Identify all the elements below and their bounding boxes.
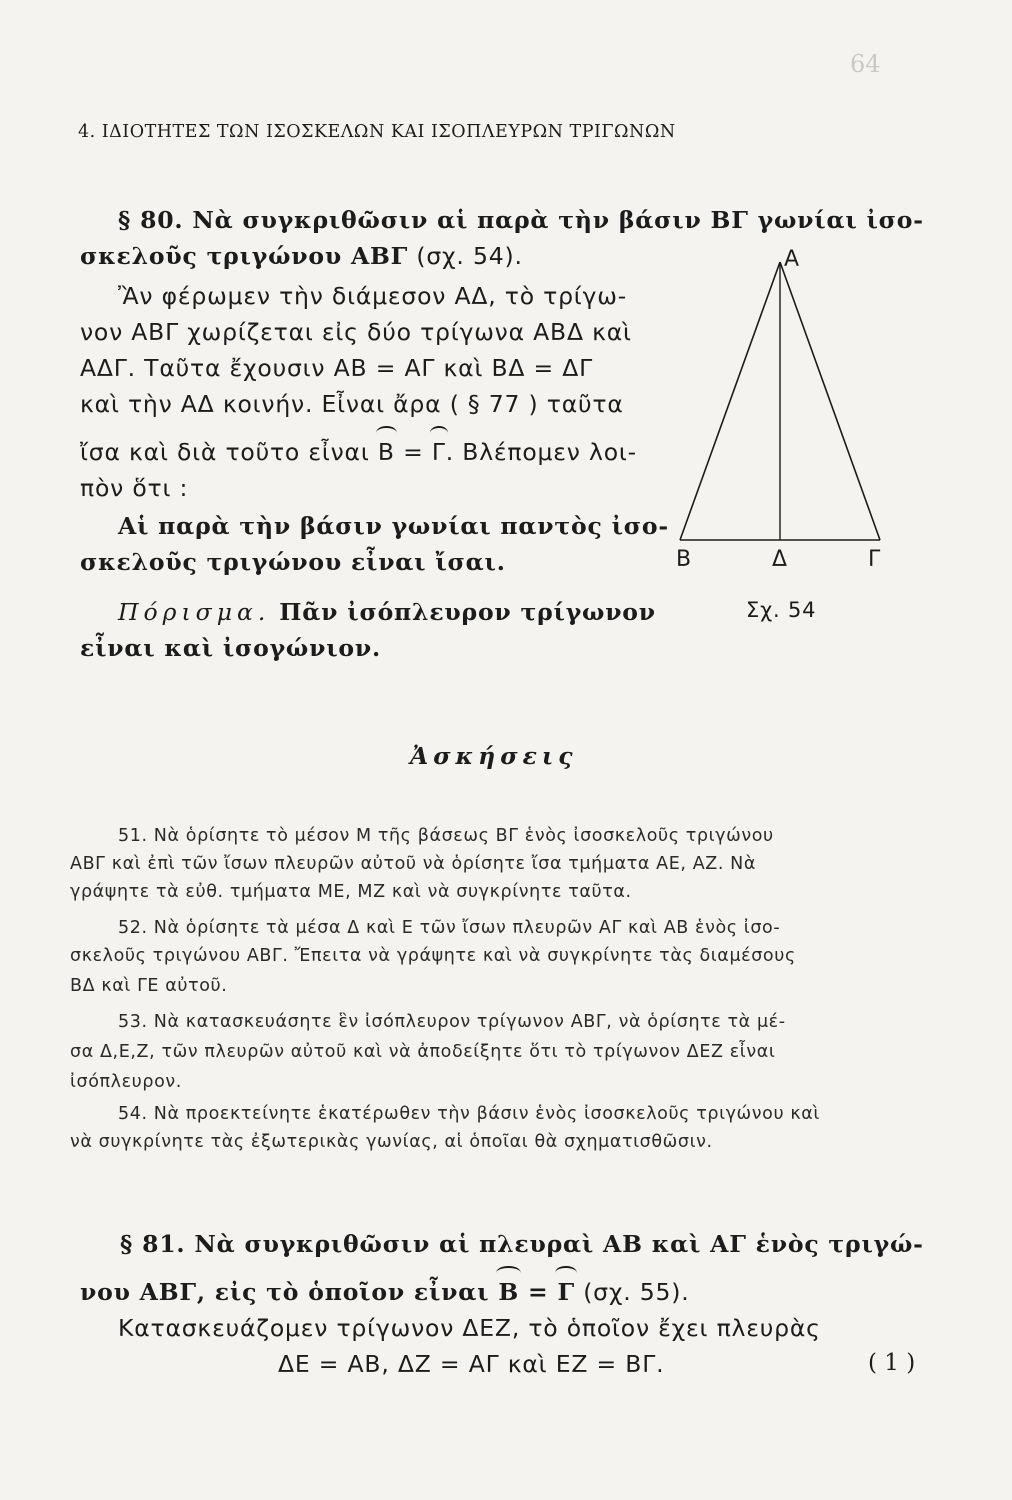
exercise-51-line1: 51. Νὰ ὁρίσητε τὸ μέσον Μ τῆς βάσεως ΒΓ ἑνὸς ἰσοσκελοῦς τριγώνου — [118, 826, 774, 846]
angle-b: Β — [377, 438, 395, 466]
label-d: Δ — [772, 547, 788, 572]
s81-title-line1: § 81. Νὰ συγκριθῶσιν αἱ πλευραὶ ΑΒ καὶ ΑΓ ἑνὸς τριγώ- — [120, 1230, 924, 1258]
porisma-line2: εἶναι καὶ ἰσογώνιον. — [80, 634, 381, 662]
s80-title-line1: § 80. Νὰ συγκριθῶσιν αἱ παρὰ τὴν βάσιν ΒΓ γωνίαι ἰσο- — [118, 206, 924, 234]
exercise-52-line3: ΒΔ καὶ ΓΕ αὐτοῦ. — [70, 976, 228, 996]
exercise-53-line2: σα Δ,Ε,Ζ, τῶν πλευρῶν αὐτοῦ καὶ νὰ ἀποδείξητε ὅτι τὸ τρίγωνον ΔΕΖ εἶναι — [70, 1042, 776, 1062]
section-heading: 4. ΙΔΙΟΤΗΤΕΣ ΤΩΝ ΙΣΟΣΚΕΛΩΝ ΚΑΙ ΙΣΟΠΛΕΥΡΩΝ ΤΡΙΓΩΝΩΝ — [78, 122, 676, 142]
exercise-51-line2: ΑΒΓ καὶ ἐπὶ τῶν ἴσων πλευρῶν αὐτοῦ νὰ ὁρίσητε ἴσα τμήματα ΑΕ, ΑΖ. Νὰ — [70, 854, 757, 874]
s80-proof-line3: ΑΔΓ. Ταῦτα ἔχουσιν ΑΒ = ΑΓ καὶ ΒΔ = ΔΓ — [80, 354, 594, 382]
figure-caption: Σχ. 54 — [746, 598, 817, 622]
s81-text-line1: Κατασκευάζομεν τρίγωνον ΔΕΖ, τὸ ὁποῖον ἔχει πλευρὰς — [118, 1314, 821, 1342]
s80-proof-line5-post: . Βλέπομεν λοι- — [445, 438, 637, 466]
s80-proof-line6: πὸν ὅτι : — [80, 474, 189, 502]
s80-rule-line2: σκελοῦς τριγώνου εἶναι ἴσαι. — [80, 548, 506, 576]
s80-title-line2 — [80, 242, 523, 270]
porisma-line1 — [118, 598, 656, 626]
page-number: 64 — [850, 50, 881, 78]
s80-proof-line5 — [80, 438, 637, 466]
exercises-title: Ἀσκήσεις — [410, 742, 578, 770]
side-ab — [680, 262, 780, 540]
s81-title-line2-pre: νου ΑΒΓ, εἰς τὸ ὁποῖον εἶναι — [80, 1278, 499, 1306]
s80-rule-line1: Αἱ παρὰ τὴν βάσιν γωνίαι παντὸς ἰσο- — [118, 512, 669, 540]
equation-number: ( 1 ) — [868, 1350, 916, 1376]
angle-g: Γ — [431, 438, 446, 466]
exercise-53-line3: ἰσόπλευρον. — [70, 1072, 182, 1092]
s80-title-bold: σκελοῦς τριγώνου ΑΒΓ — [80, 242, 409, 270]
figure-54-triangle — [668, 240, 898, 640]
s80-proof-line5-pre: ἴσα καὶ διὰ τοῦτο εἶναι — [80, 438, 378, 466]
exercise-51-line3: γράψητε τὰ εὐθ. τμήματα ΜΕ, ΜΖ καὶ νὰ συγκρίνητε ταῦτα. — [70, 882, 632, 902]
porisma-label: Πόρισμα. — [118, 598, 271, 626]
s80-proof-line2: νον ΑΒΓ χωρίζεται εἰς δύο τρίγωνα ΑΒΔ καὶ — [80, 318, 632, 346]
s81-title-ref: (σχ. 55). — [574, 1278, 690, 1306]
s81-text-line2: ΔΕ = ΑΒ, ΔΖ = ΑΓ καὶ ΕΖ = ΒΓ. — [278, 1350, 665, 1378]
s81-title-line2 — [80, 1278, 690, 1306]
s80-title-ref: (σχ. 54). — [408, 242, 523, 270]
s81-angle-b: Β — [498, 1278, 519, 1306]
s80-proof-line4: καὶ τὴν ΑΔ κοινήν. Εἶναι ἄρα ( § 77 ) ταῦτα — [80, 390, 624, 418]
porisma-text1: Πᾶν ἰσόπλευρον τρίγωνον — [270, 598, 656, 626]
label-b: Β — [676, 547, 692, 572]
exercise-54-line1: 54. Νὰ προεκτείνητε ἑκατέρωθεν τὴν βάσιν ἑνὸς ἰσοσκελοῦς τριγώνου καὶ — [118, 1104, 820, 1124]
side-ag — [780, 262, 880, 540]
exercise-52-line2: σκελοῦς τριγώνου ΑΒΓ. Ἔπειτα νὰ γράψητε καὶ νὰ συγκρίνητε τὰς διαμέσους — [70, 946, 796, 966]
exercise-54-line2: νὰ συγκρίνητε τὰς ἐξωτερικὰς γωνίας, αἱ ὁποῖαι θὰ σχηματισθῶσιν. — [70, 1132, 713, 1152]
s81-equals-sign: = — [518, 1278, 558, 1306]
equals-sign: = — [394, 438, 432, 466]
exercise-53-line1: 53. Νὰ κατασκευάσητε ἓν ἰσόπλευρον τρίγωνον ΑΒΓ, νὰ ὁρίσητε τὰ μέ- — [118, 1012, 786, 1032]
exercise-52-line1: 52. Νὰ ὁρίσητε τὰ μέσα Δ καὶ Ε τῶν ἴσων πλευρῶν ΑΓ καὶ ΑΒ ἑνὸς ἰσο- — [118, 918, 781, 938]
s80-proof-line1: Ἂν φέρωμεν τὴν διάμεσον ΑΔ, τὸ τρίγω- — [118, 282, 628, 310]
label-a: Α — [784, 247, 800, 272]
s81-angle-g: Γ — [557, 1278, 575, 1306]
label-g: Γ — [868, 547, 881, 572]
